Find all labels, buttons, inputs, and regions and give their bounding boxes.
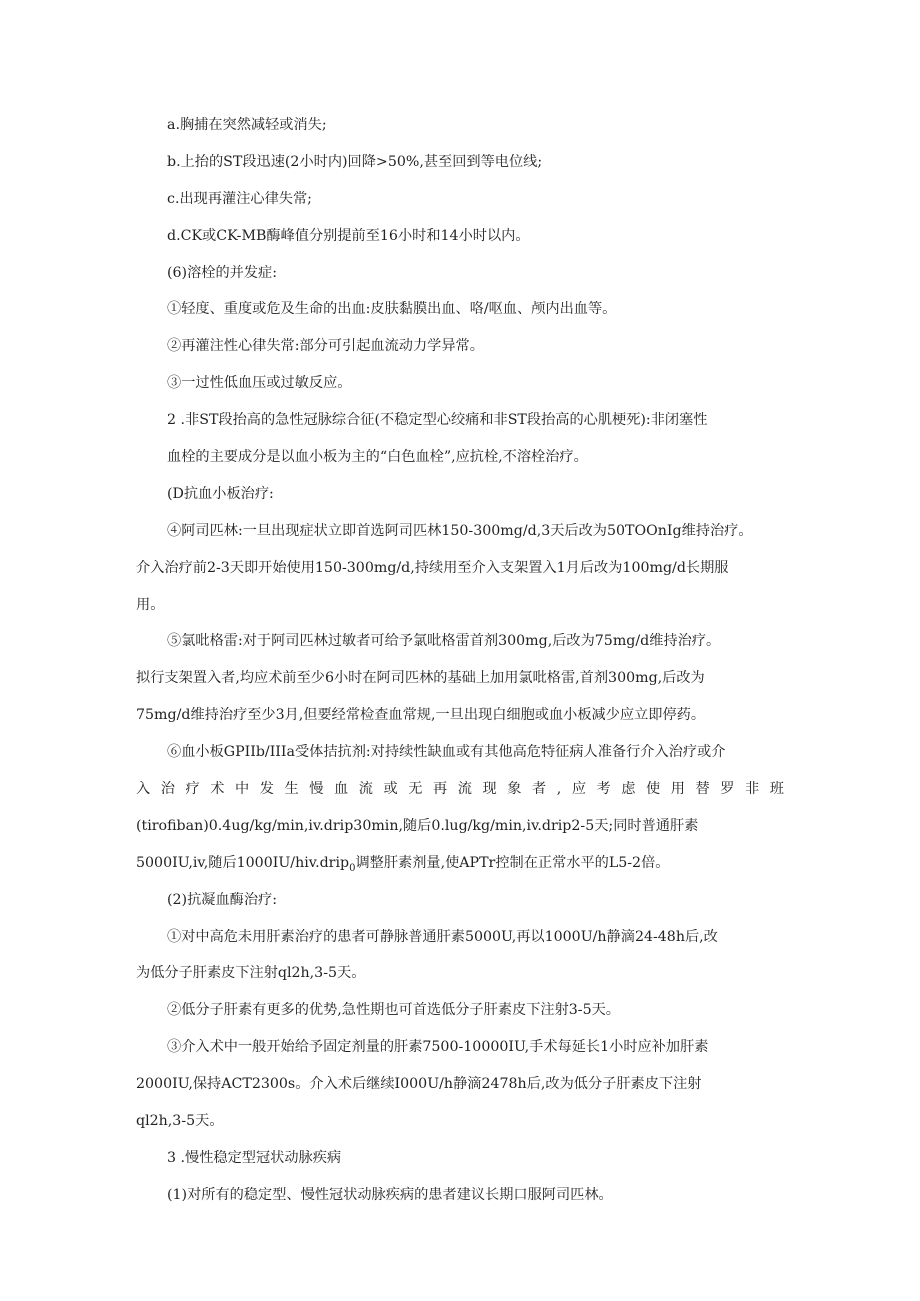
text-line: (1)对所有的稳定型、慢性冠状动脉疾病的患者建议长期口服阿司匹林。 [167,1186,613,1203]
subscript: 0 [349,862,356,874]
text-span: 5000IU,iv,随后1000IU/hiv.drip [136,854,350,871]
text-line: ②再灌注性心律失常:部分可引起血流动力学异常。 [167,338,484,355]
text-line: 入治疗术中发生慢血流或无再流现象者,应考虑使用替罗非班 [136,781,784,798]
text-line: ①轻度、重度或危及生命的出血:皮肤黏膜出血、咯/呕血、颅内出血等。 [167,301,617,318]
text-line: 拟行支架置入者,均应术前至少6小时在阿司匹林的基础上加用氯吡格雷,首剂300mg,后改为 [136,670,705,687]
text-line: b.上抬的ST段迅速(2小时内)回降>50%,甚至回到等电位线; [167,153,543,170]
text-line: d.CK或CK-MB酶峰值分别提前至16小时和14小时以内。 [167,227,530,244]
text-line: 血栓的主要成分是以血小板为主的“白色血栓”,应抗栓,不溶栓治疗。 [167,449,588,466]
text-line: c.出现再灌注心律失常; [167,190,312,207]
text-line: ③一过性低血压或过敏反应。 [167,375,352,392]
text-line: (6)溶栓的并发症: [167,264,278,281]
text-line: 2000IU,保持ACT2300s。介入术后继续I000U/h静滴2478h后,改为低分子肝素皮下注射 [136,1076,702,1093]
text-line: ⑥血小板GPIIb/IIIa受体拮抗剂:对持续性缺血或有其他高危特征病人准备行介入治疗或介 [167,744,726,761]
section-heading: 3 .慢性稳定型冠状动脉疾病 [167,1149,342,1166]
text-line: ④阿司匹林:一旦出现症状立即首选阿司匹林150-300mg/d,3天后改为50TOOnIg维持治疗。 [167,522,753,539]
text-line: ③介入术中一般开始给予固定剂量的肝素7500-10000IU,手术每延长1小时应补加肝素 [167,1039,709,1056]
section-heading: 2 .非ST段抬高的急性冠脉综合征(不稳定型心绞痛和非ST段抬高的心肌梗死):非闭塞性 [167,412,708,429]
text-line: a.胸捕在突然减轻或消失; [167,117,327,133]
text-line: ①对中高危未用肝素治疗的患者可静脉普通肝素5000U,再以1000U/h静滴24-48h后,改 [167,928,718,945]
text-span: 调整肝素剂量,使APTr控制在正常水平的L5-2倍。 [355,854,670,871]
text-line: 75mg/d维持治疗至少3月,但要经常检查血常规,一旦出现白细胞或血小板减少应立即停药。 [136,707,706,724]
text-line: ql2h,3-5天。 [136,1113,224,1130]
subsection-heading: (2)抗凝血酶治疗: [167,891,278,908]
text-line: 用。 [136,596,165,613]
text-line: 为低分子肝素皮下注射ql2h,3-5天。 [136,965,366,982]
text-line: 介入治疗前2-3天即开始使用150-300mg/d,持续用至介入支架置入1月后改为100mg/d长期服 [136,559,729,576]
text-line: ⑤氯吡格雷:对于阿司匹林过敏者可给予氯吡格雷首剂300mg,后改为75mg/d维持治疗。 [167,633,721,650]
text-line [136,851,784,888]
subsection-heading: (D抗血小板治疗: [167,485,274,502]
text-line: (tirofiban)0.4ug/kg/min,iv.drip30min,随后0.lug/kg/min,iv.drip2-5天;同时普通肝素 [136,817,699,834]
text-line: ②低分子肝素有更多的优势,急性期也可首选低分子肝素皮下注射3-5天。 [167,1002,620,1019]
